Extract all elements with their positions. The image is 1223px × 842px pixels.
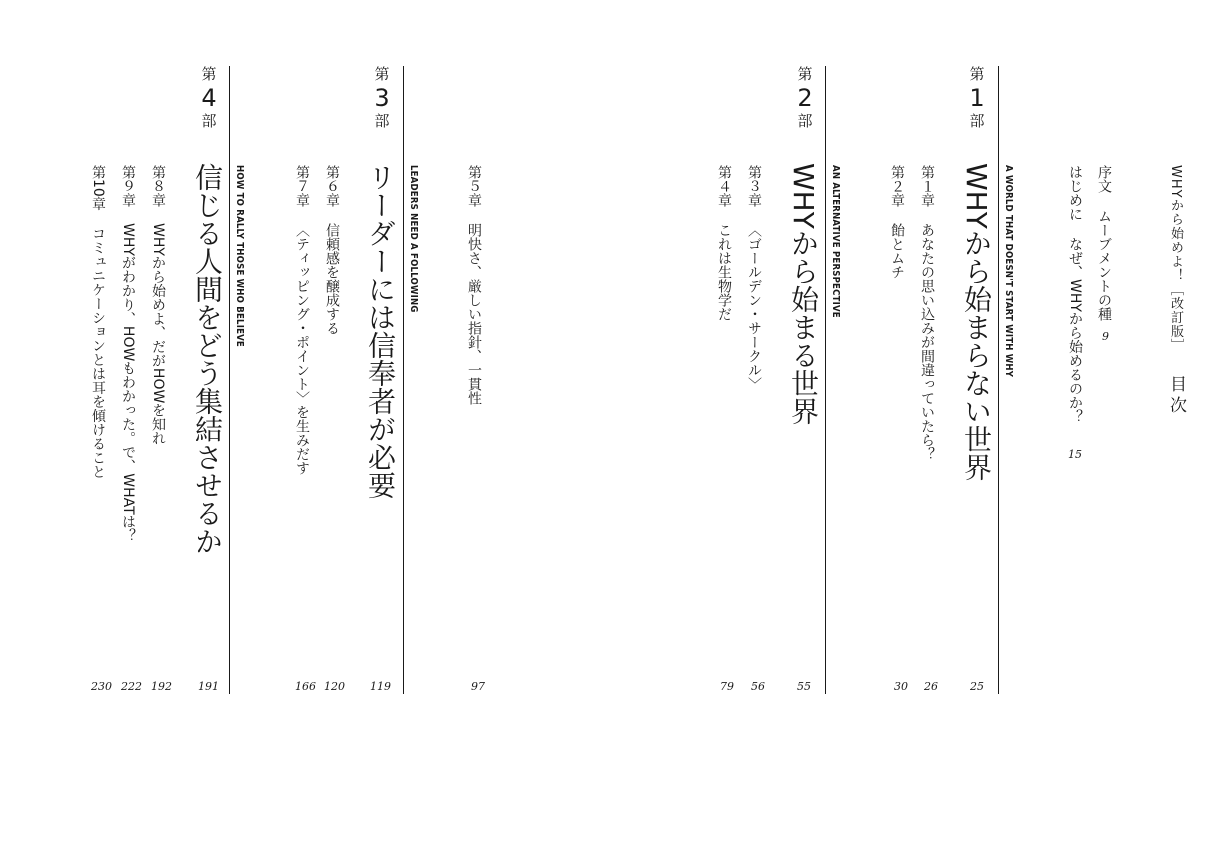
chapter-item[interactable]: 第６章信頼感を醸成する [324, 165, 340, 335]
chapter-item[interactable]: 第３章〈ゴールデン・サークル〉 [746, 165, 762, 391]
page-number: 56 [751, 680, 765, 693]
page-number: 222 [121, 680, 142, 693]
part-label: 第 1 部 [969, 65, 985, 130]
part-label: 第 4 部 [201, 65, 217, 130]
front-label: はじめに [1067, 165, 1083, 221]
toc-heading: 目次 [1166, 375, 1186, 417]
page-number: 9 [1102, 330, 1109, 343]
part-divider [998, 66, 999, 694]
front-title: ムーブメントの種 [1096, 209, 1112, 321]
page-number: 15 [1068, 448, 1082, 461]
part-divider [229, 66, 230, 694]
page-number: 25 [970, 680, 984, 693]
page-number: 119 [370, 680, 391, 693]
chapter-item[interactable]: 第10章コミュニケーションとは耳を傾けること [90, 165, 106, 479]
page-number: 166 [295, 680, 316, 693]
part-title[interactable]: WHYから始まらない世界 [960, 163, 993, 481]
chapter-item[interactable]: 第７章〈ティッピング・ポイント〉を生みだす [294, 165, 310, 475]
part-title[interactable]: 信じる人間をどう集結させるか [191, 163, 224, 555]
front-preface[interactable] [1097, 165, 1111, 321]
part-subtitle: AN ALTERNATIVE PERSPECTIVE [830, 165, 841, 318]
book-title: WHYから始めよ！［改訂版］ [1168, 165, 1183, 353]
page-number: 26 [924, 680, 938, 693]
part-divider [825, 66, 826, 694]
part-title[interactable]: WHYから始まる世界 [787, 163, 820, 425]
page-number: 192 [151, 680, 172, 693]
part-label: 第 3 部 [374, 65, 390, 130]
chapter-item[interactable]: 第４章これは生物学だ [716, 165, 732, 321]
part-divider [403, 66, 404, 694]
page-number: 191 [198, 680, 219, 693]
chapter-item[interactable]: 第２章飴とムチ [889, 165, 905, 279]
chapter-item[interactable]: 第８章WHYから始めよ、だがHOWを知れ [150, 165, 166, 446]
chapter-item[interactable]: 第９章WHYがわかり、HOWもわかった。で、WHATは？ [120, 165, 136, 543]
part-label: 第 2 部 [797, 65, 813, 130]
front-title: なぜ、WHYから始めるのか？ [1067, 237, 1083, 424]
page-number: 230 [91, 680, 112, 693]
part-subtitle: A WORLD THAT DOESN'T START WITH WHY [1003, 165, 1014, 378]
page-number: 30 [894, 680, 908, 693]
front-label: 序文 [1096, 165, 1112, 193]
page-number: 97 [471, 680, 485, 693]
page-number: 120 [324, 680, 345, 693]
chapter-item[interactable]: 第１章あなたの思い込みが間違っていたら？ [919, 165, 935, 461]
part-title[interactable]: リーダーには信奉者が必要 [364, 163, 397, 499]
front-introduction[interactable] [1068, 165, 1082, 424]
page-number: 55 [797, 680, 811, 693]
chapter-item[interactable]: 第５章明快さ、厳しい指針、一貫性 [466, 165, 482, 405]
part-subtitle: HOW TO RALLY THOSE WHO BELIEVE [234, 165, 245, 347]
part-subtitle: LEADERS NEED A FOLLOWING [408, 165, 419, 313]
page-number: 79 [720, 680, 734, 693]
